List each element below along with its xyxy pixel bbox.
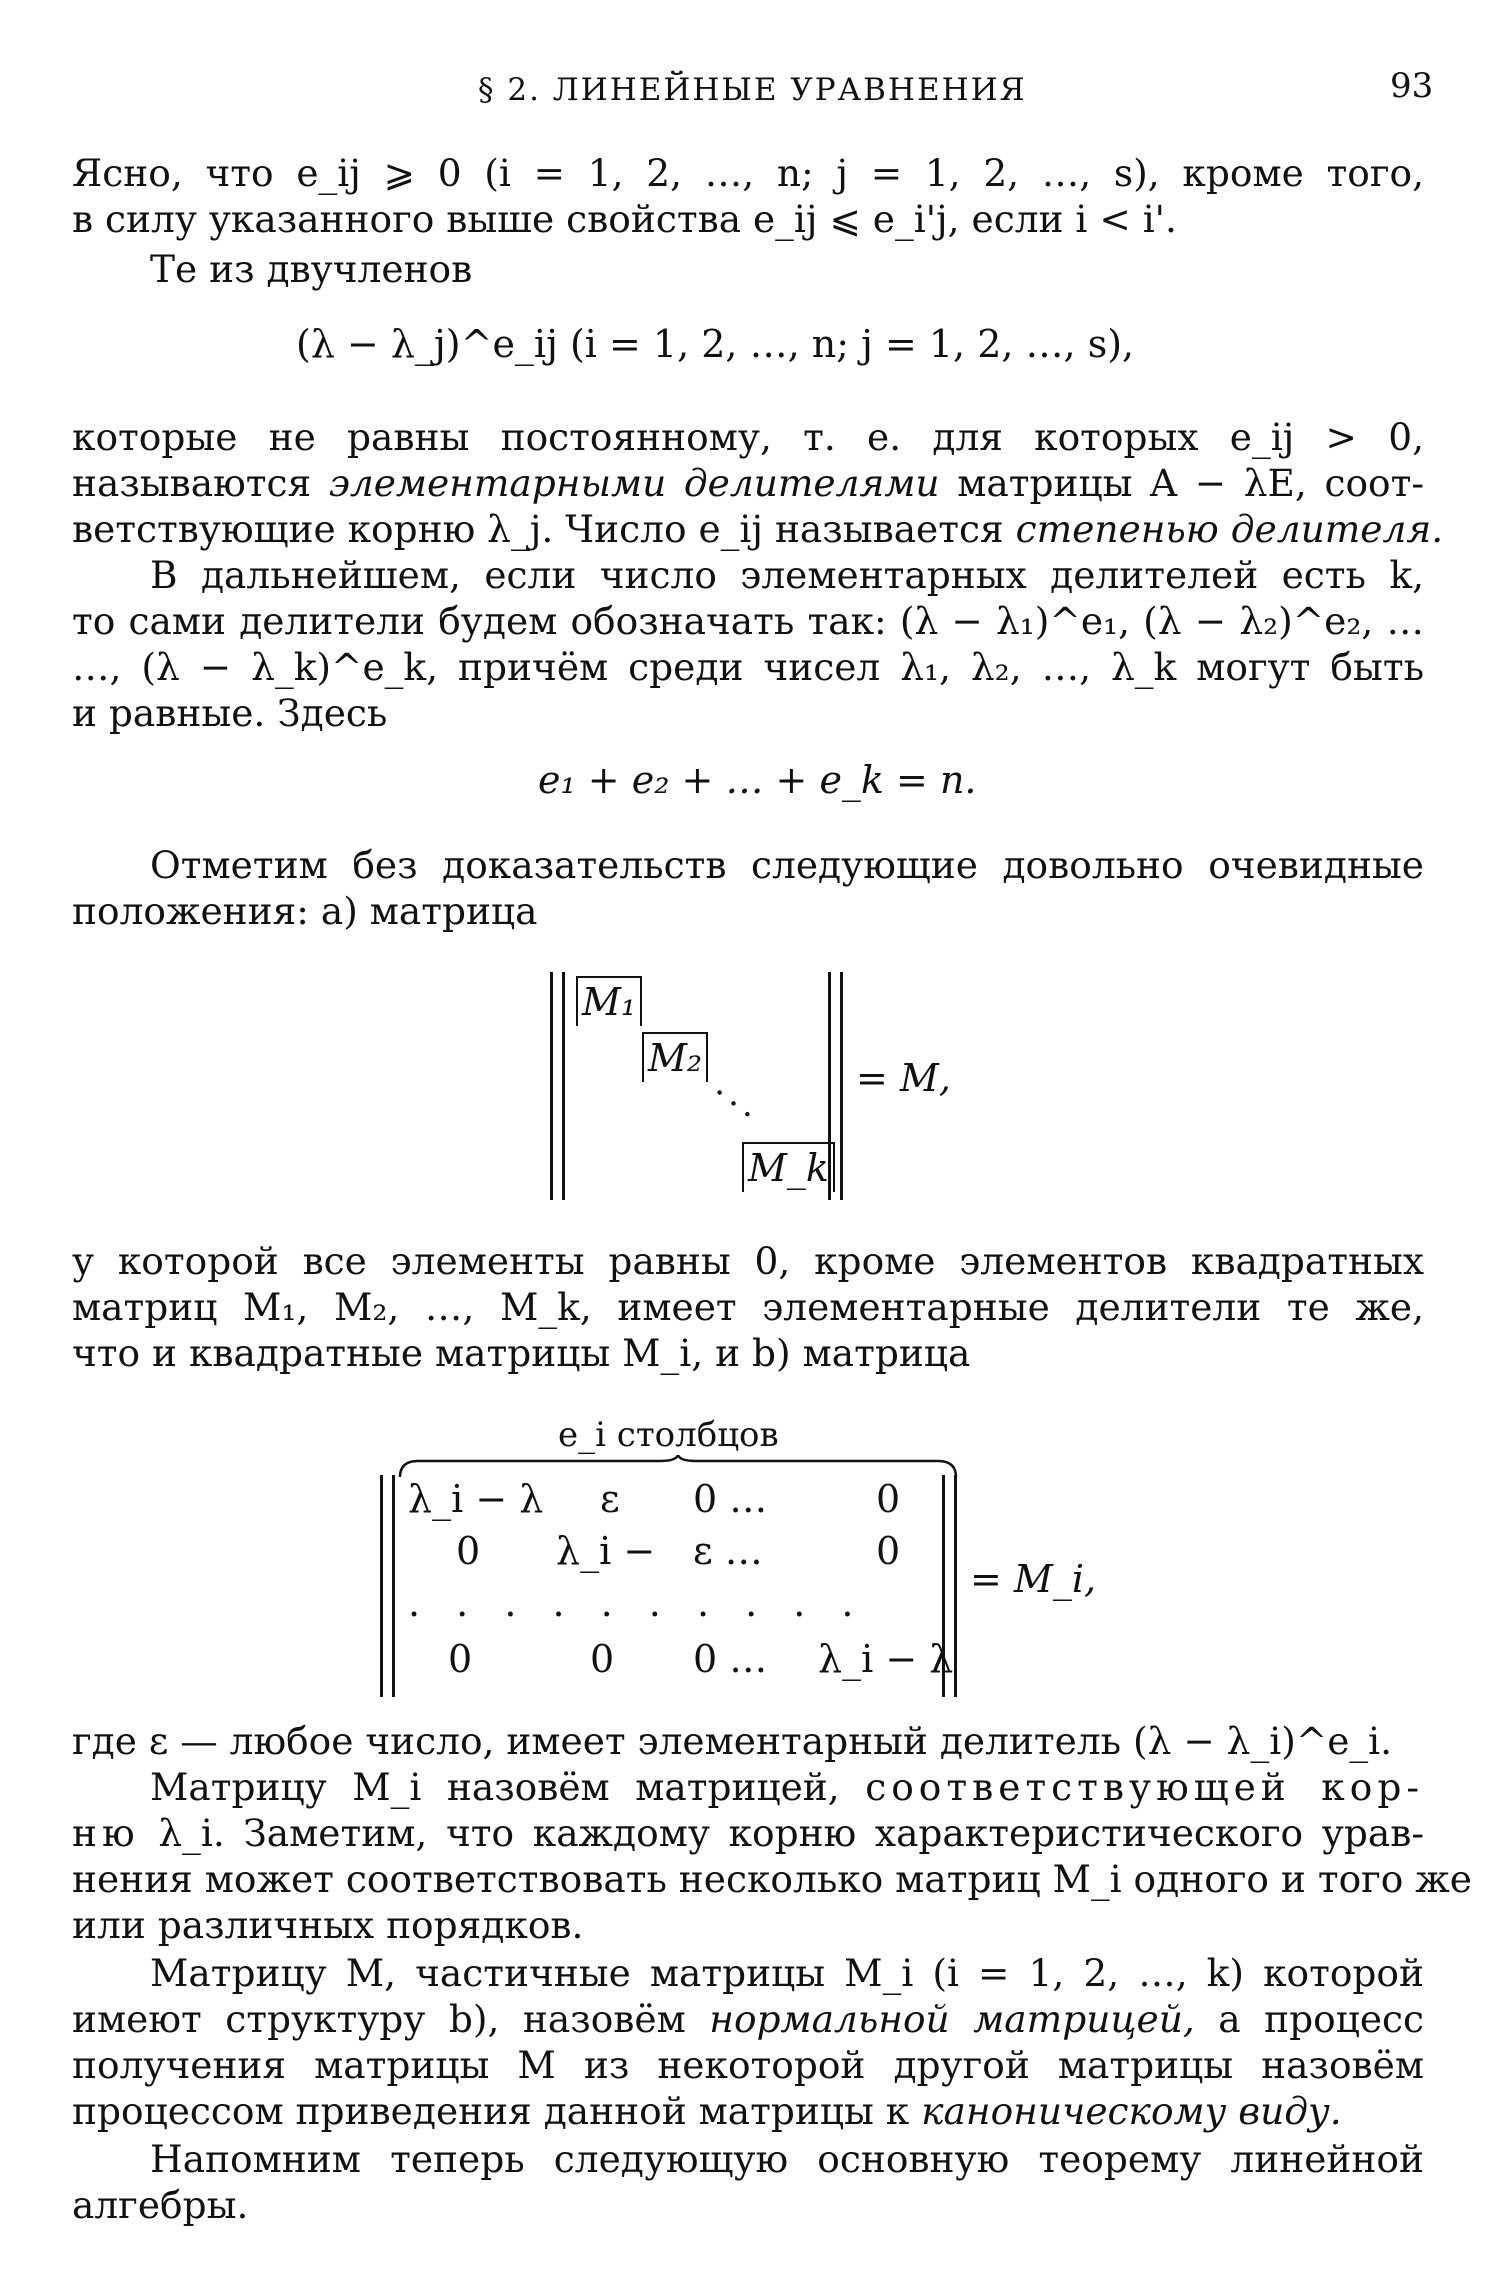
matrix-right-bar [942, 1475, 957, 1697]
text-span: имеют структуру b), назовём [72, 1997, 686, 2041]
text-line: или различных порядков. [72, 1903, 584, 1947]
matrix-cell: λ_i − λ [408, 1477, 544, 1521]
text-line: в силу указанного выше свойства e_ij ⩽ e_i'j, если i < i'. [72, 197, 1177, 241]
paragraph-4 [72, 552, 1424, 736]
matrix-cell: 0 [876, 1477, 901, 1521]
matrix-cell: 0 [876, 1529, 901, 1573]
paragraph-7 [72, 1718, 1424, 1764]
text-line: Отметим без доказательств следующие довольно очевидные [150, 843, 1424, 887]
block-m2: M₂ [642, 1032, 708, 1082]
text-line [72, 2088, 1424, 2134]
matrix-equals-mi: = M_i, [970, 1557, 1097, 1601]
jordan-block-matrix [378, 1415, 1098, 1705]
section-title: § 2. ЛИНЕЙНЫЕ УРАВНЕНИЯ [478, 72, 1027, 108]
matrix-left-bar [380, 1475, 395, 1697]
text-line: Ясно, что e_ij ⩾ 0 (i = 1, 2, …, n; j = 1, 2, …, s), кроме того, [72, 151, 1424, 195]
text-line [72, 1764, 1424, 1810]
matrix-cell: λ_i − [556, 1529, 656, 1573]
matrix-equals-m: = M, [856, 1056, 951, 1100]
text-span: Матрицу M_i назовём матрицей, [150, 1765, 840, 1809]
formula-binomials: (λ − λ_j)^e_ij (i = 1, 2, …, n; j = 1, 2, …, s), [296, 322, 1135, 366]
paragraph-10 [72, 2136, 1424, 2228]
text-line: Те из двучленов [150, 247, 473, 291]
running-header [0, 62, 1497, 112]
text-line: у которой все элементы равны 0, кроме элементов квадратных [72, 1239, 1424, 1283]
emphasis-term: степенью делителя. [1015, 507, 1444, 551]
text-line: которые не равны постоянному, т. е. для которых e_ij > 0, [72, 415, 1424, 459]
matrix-left-bar [550, 972, 565, 1200]
paragraph-5 [72, 842, 1424, 934]
matrix-cell: ε … [693, 1529, 763, 1573]
matrix-cell: 0 [448, 1637, 473, 1681]
text-line: алгебры. [72, 2183, 249, 2227]
text-line: нения может соответствовать несколько матриц M_i одного и того же [72, 1857, 1472, 1901]
text-line: то сами делители будем обозначать так: (λ − λ₁)^e₁, (λ − λ₂)^e₂, … [72, 599, 1424, 643]
matrix-cell: λ_i − λ [818, 1637, 954, 1681]
matrix-cell: 0 [590, 1637, 615, 1681]
formula-sum: e₁ + e₂ + … + e_k = n. [538, 758, 977, 802]
block-m1: M₁ [576, 976, 642, 1026]
emphasis-term: каноническому виду. [921, 2089, 1342, 2133]
diagonal-dots: · · · [702, 1074, 764, 1134]
matrix-cell: 0 … [693, 1637, 768, 1681]
text-line [72, 1810, 1424, 1856]
block-mk: M_k [742, 1142, 835, 1192]
emphasis-term: элементарными делителями [328, 461, 940, 505]
emphasis-term: нормальной матрицей, [709, 1997, 1195, 2041]
text-line: …, (λ − λ_k)^e_k, причём среди чисел λ₁, λ₂, …, λ_k могут быть [72, 645, 1424, 689]
text-line [72, 1996, 1424, 2042]
text-line [72, 460, 1424, 506]
brace-label: e_i столбцов [558, 1415, 779, 1455]
text-line [72, 506, 1444, 552]
paragraph-6 [72, 1238, 1424, 1376]
text-span: а процесс [1218, 1997, 1425, 2041]
paragraph-8 [72, 1764, 1472, 1948]
matrix-dots-row: . . . . . . . . . . [408, 1581, 866, 1625]
paragraph-9 [72, 1950, 1424, 2134]
page-number: 93 [1390, 66, 1434, 106]
text-span: матрицы A − λE, соот- [957, 461, 1425, 505]
text-span: ветствующие корню λ_j. Число e_ij называется [72, 507, 1004, 551]
text-span: называются [72, 461, 312, 505]
matrix-cell: 0 [456, 1529, 481, 1573]
text-line: В дальнейшем, если число элементарных делителей есть k, [150, 553, 1424, 597]
spaced-term: ню [72, 1811, 140, 1855]
text-line: что и квадратные матрицы M_i, и b) матрица [72, 1331, 971, 1375]
text-line: где ε — любое число, имеет элементарный делитель (λ − λ_i)^e_i. [72, 1719, 1393, 1763]
paragraph-3 [72, 414, 1444, 552]
overbrace [398, 1455, 958, 1479]
text-line: и равные. Здесь [72, 691, 388, 735]
text-span: λ_i. Заметим, что каждому корню характеристического урав- [158, 1811, 1424, 1855]
paragraph-2 [72, 246, 1497, 292]
spaced-term: соответствующей кор- [865, 1765, 1424, 1809]
text-span: процессом приведения данной матрицы к [72, 2089, 910, 2133]
text-line: Матрицу M, частичные матрицы M_i (i = 1, 2, …, k) которой [150, 1951, 1424, 1995]
matrix-right-bar [828, 972, 843, 1200]
text-line: матриц M₁, M₂, …, M_k, имеет элементарные делители те же, [72, 1285, 1424, 1329]
text-line: Напомним теперь следующую основную теорему линейной [150, 2137, 1424, 2181]
text-line: положения: a) матрица [72, 889, 538, 933]
matrix-cell: 0 … [693, 1477, 768, 1521]
matrix-cell: ε [600, 1477, 620, 1521]
text-line: получения матрицы M из некоторой другой матрицы назовём [72, 2043, 1424, 2087]
paragraph-1 [72, 150, 1424, 242]
block-diagonal-matrix [540, 972, 980, 1202]
